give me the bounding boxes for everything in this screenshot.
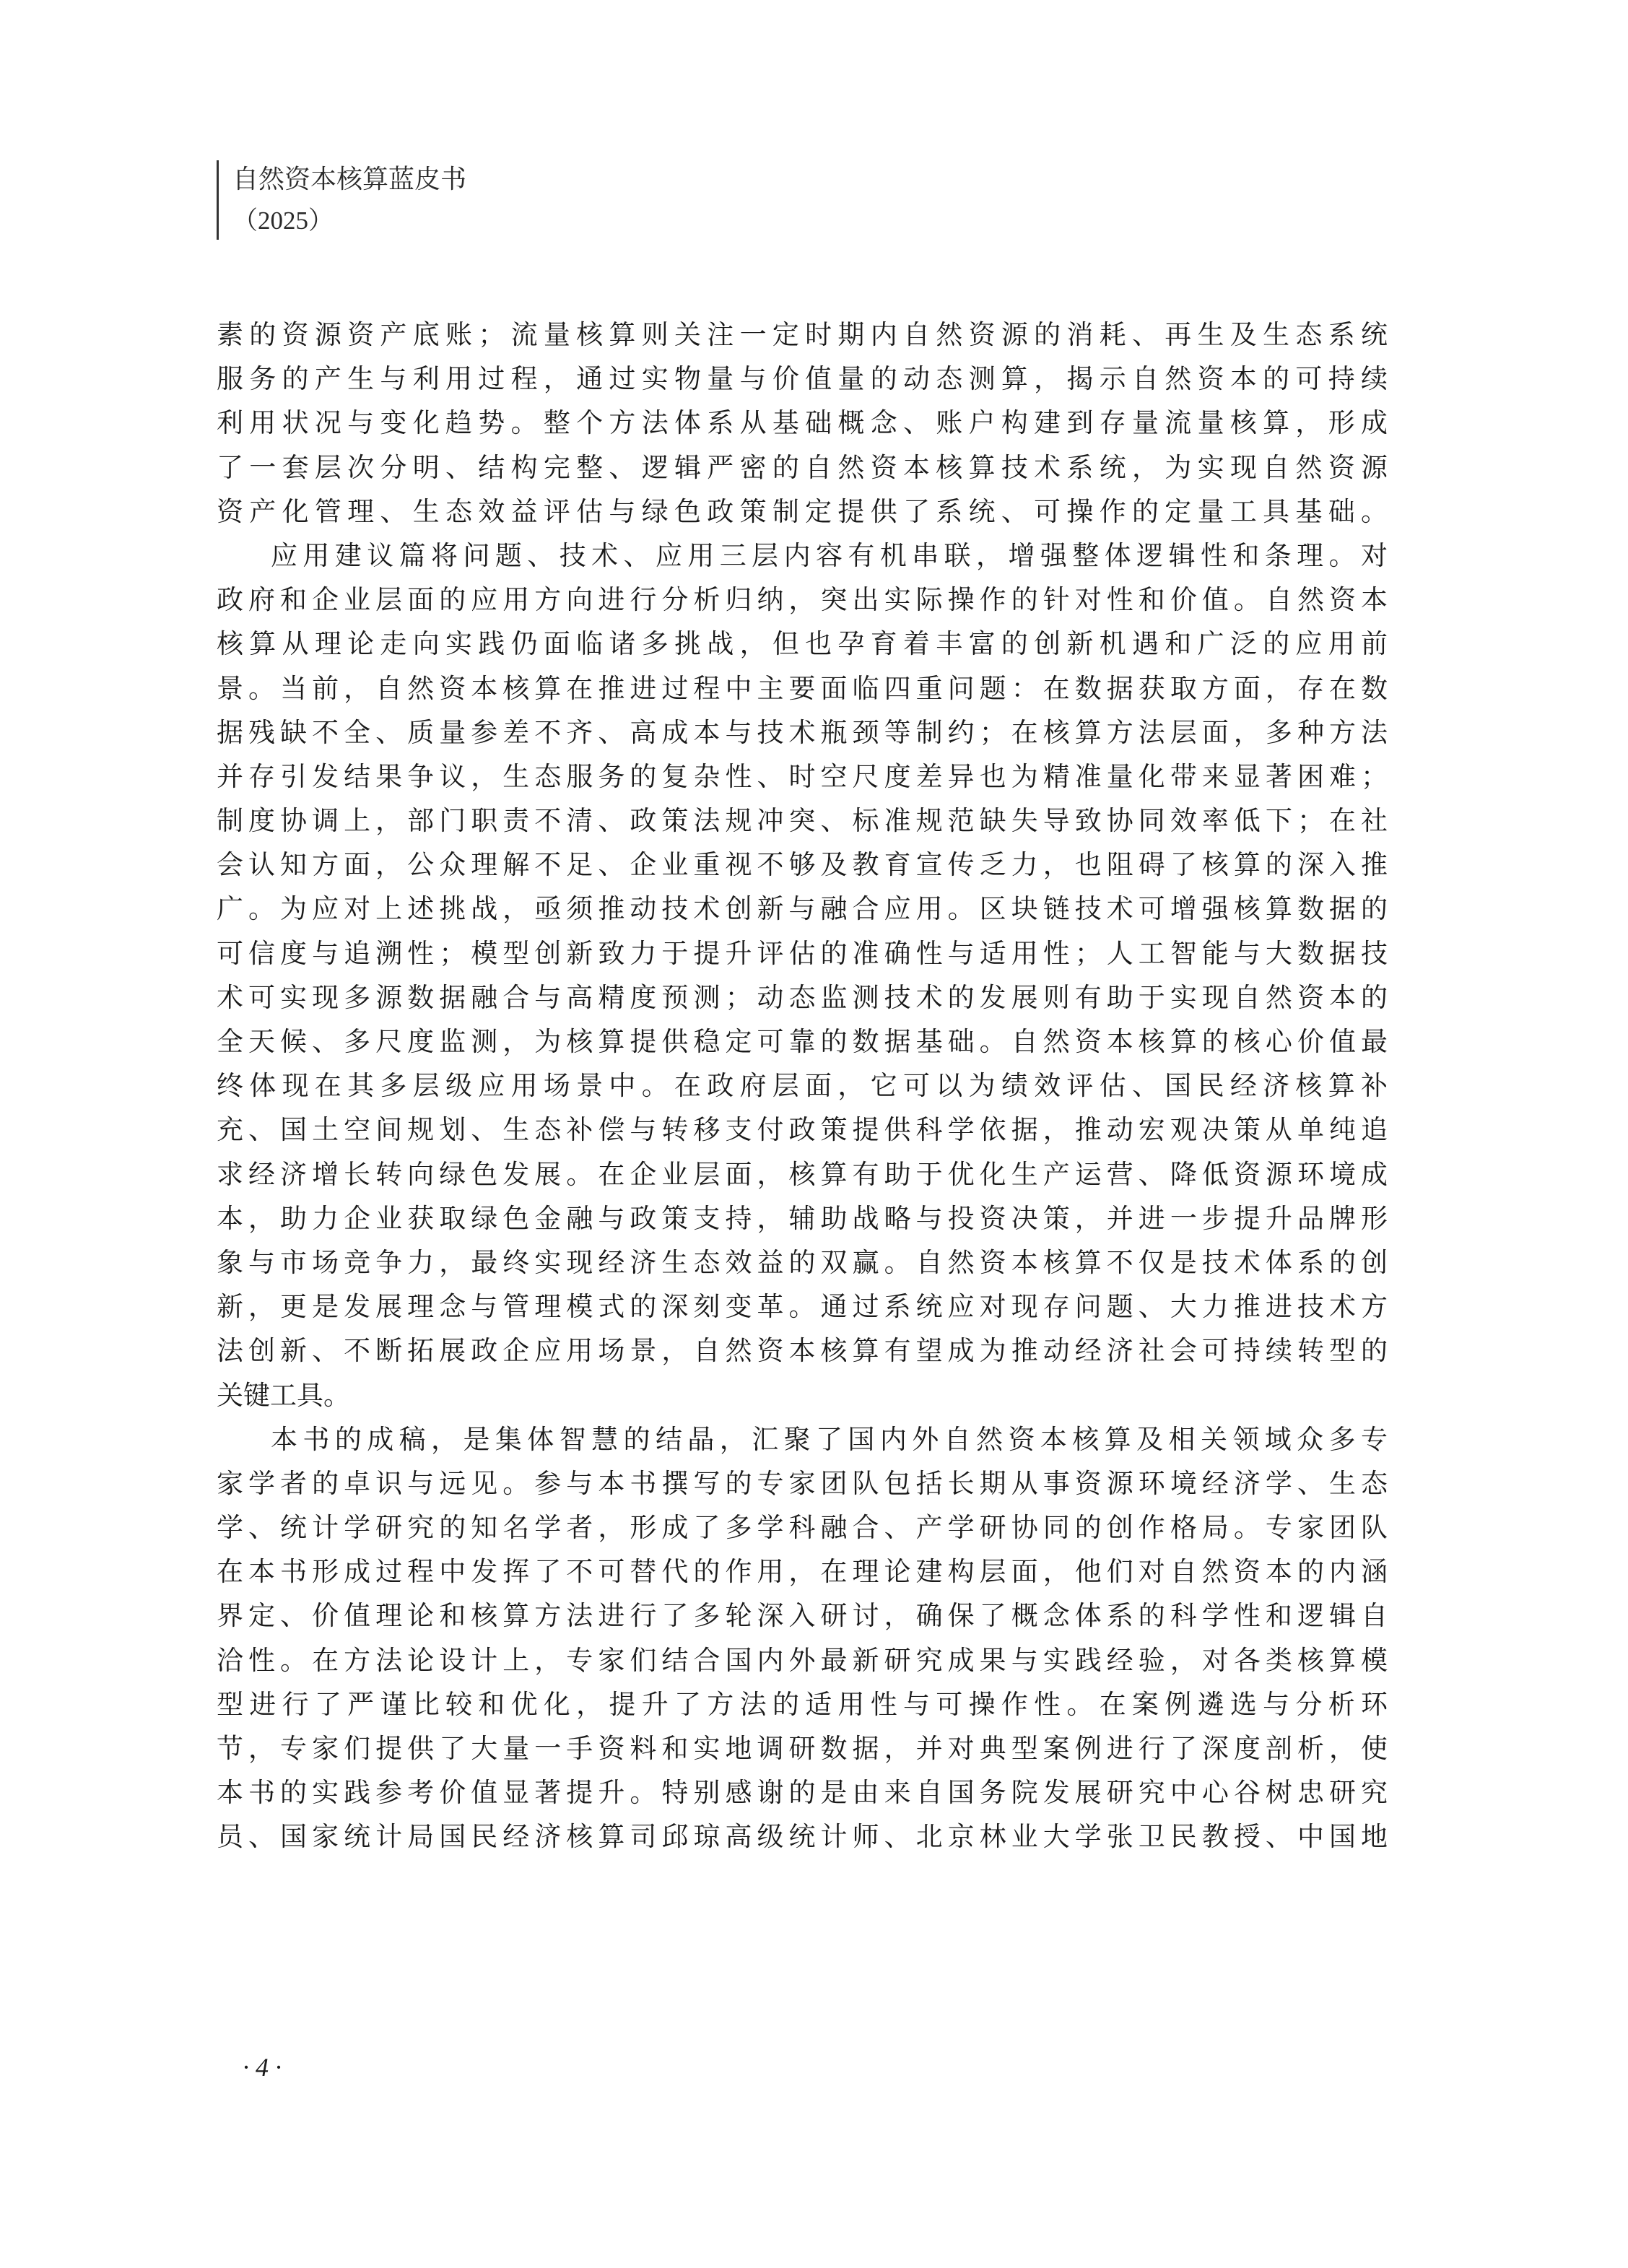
text-line: 洽性。在方法论设计上，专家们结合国内外最新研究成果与实践经验，对各类核算模 [217, 1644, 1388, 1676]
text-line: 广。为应对上述挑战，亟须推动技术创新与融合应用。区块链技术可增强核算数据的 [217, 893, 1388, 925]
text-line: 素的资源资产底账；流量核算则关注一定时期内自然资源的消耗、再生及生态系统 [217, 319, 1388, 350]
text-line: 界定、价值理论和核算方法进行了多轮深入研讨，确保了概念体系的科学性和逻辑自 [217, 1600, 1388, 1632]
paragraph-first-line: 应用建议篇将问题、技术、应用三层内容有机串联，增强整体逻辑性和条理。对 [271, 539, 1388, 571]
text-line: 新，更是发展理念与管理模式的深刻变革。通过系统应对现存问题、大力推进技术方 [217, 1291, 1388, 1323]
text-line: 了一套层次分明、结构完整、逻辑严密的自然资本核算技术系统，为实现自然资源 [217, 451, 1388, 483]
text-line: 法创新、不断拓展政企应用场景，自然资本核算有望成为推动经济社会可持续转型的 [217, 1335, 1388, 1367]
text-line: 制度协调上，部门职责不清、政策法规冲突、标准规范缺失导致协同效率低下；在社 [217, 805, 1388, 837]
text-line: 政府和企业层面的应用方向进行分析归纳，突出实际操作的针对性和价值。自然资本 [217, 584, 1388, 616]
text-line: 本书的实践参考价值显著提升。特别感谢的是由来自国务院发展研究中心谷树忠研究 [217, 1777, 1388, 1809]
text-line: 型进行了严谨比较和优化，提升了方法的适用性与可操作性。在案例遴选与分析环 [217, 1688, 1388, 1720]
body-text [217, 313, 1388, 1859]
text-line: 象与市场竞争力，最终实现经济生态效益的双赢。自然资本核算不仅是技术体系的创 [217, 1246, 1388, 1278]
text-line: 本，助力企业获取绿色金融与政策支持，辅助战略与投资决策，并进一步提升品牌形 [217, 1202, 1388, 1234]
paragraph-last-line: 关键工具。 [217, 1379, 350, 1411]
text-line: 可信度与追溯性；模型创新致力于提升评估的准确性与适用性；人工智能与大数据技 [217, 937, 1388, 969]
text-line: 核算从理论走向实践仍面临诸多挑战，但也孕育着丰富的创新机遇和广泛的应用前 [217, 628, 1388, 660]
text-line: 求经济增长转向绿色发展。在企业层面，核算有助于优化生产运营、降低资源环境成 [217, 1158, 1388, 1190]
text-line: 服务的产生与利用过程，通过实物量与价值量的动态测算，揭示自然资本的可持续 [217, 363, 1388, 395]
text-line: 并存引发结果争议，生态服务的复杂性、时空尺度差异也为精准量化带来显著困难； [217, 760, 1388, 792]
paragraph-first-line: 本书的成稿，是集体智慧的结晶，汇聚了国内外自然资本核算及相关领域众多专 [271, 1423, 1388, 1455]
book-year: （2025） [232, 207, 334, 235]
text-line: 充、国土空间规划、生态补偿与转移支付政策提供科学依据，推动宏观决策从单纯追 [217, 1114, 1388, 1146]
text-line: 全天候、多尺度监测，为核算提供稳定可靠的数据基础。自然资本核算的核心价值最 [217, 1026, 1388, 1057]
text-line: 术可实现多源数据融合与高精度预测；动态监测技术的发展则有助于实现自然资本的 [217, 981, 1388, 1013]
text-line: 节，专家们提供了大量一手资料和实地调研数据，并对典型案例进行了深度剖析，使 [217, 1733, 1388, 1764]
text-line: 利用状况与变化趋势。整个方法体系从基础概念、账户构建到存量流量核算，形成 [217, 407, 1388, 439]
text-line: 资产化管理、生态效益评估与绿色政策制定提供了系统、可操作的定量工具基础。 [217, 495, 1388, 527]
text-line: 家学者的卓识与远见。参与本书撰写的专家团队包括长期从事资源环境经济学、生态 [217, 1467, 1388, 1499]
text-line: 景。当前，自然资本核算在推进过程中主要面临四重问题：在数据获取方面，存在数 [217, 672, 1388, 704]
text-line: 学、统计学研究的知名学者，形成了多学科融合、产学研协同的创作格局。专家团队 [217, 1512, 1388, 1544]
text-line: 在本书形成过程中发挥了不可替代的作用，在理论建构层面，他们对自然资本的内涵 [217, 1556, 1388, 1588]
text-line: 终体现在其多层级应用场景中。在政府层面，它可以为绩效评估、国民经济核算补 [217, 1070, 1388, 1102]
header-vertical-rule [217, 160, 219, 240]
text-line: 会认知方面，公众理解不足、企业重视不够及教育宣传乏力，也阻碍了核算的深入推 [217, 849, 1388, 881]
page-number: · 4 · [243, 2053, 282, 2082]
text-line: 员、国家统计局国民经济核算司邱琼高级统计师、北京林业大学张卫民教授、中国地 [217, 1821, 1388, 1853]
text-line: 据残缺不全、质量参差不齐、高成本与技术瓶颈等制约；在核算方法层面，多种方法 [217, 716, 1388, 748]
book-title: 自然资本核算蓝皮书 [232, 165, 467, 194]
